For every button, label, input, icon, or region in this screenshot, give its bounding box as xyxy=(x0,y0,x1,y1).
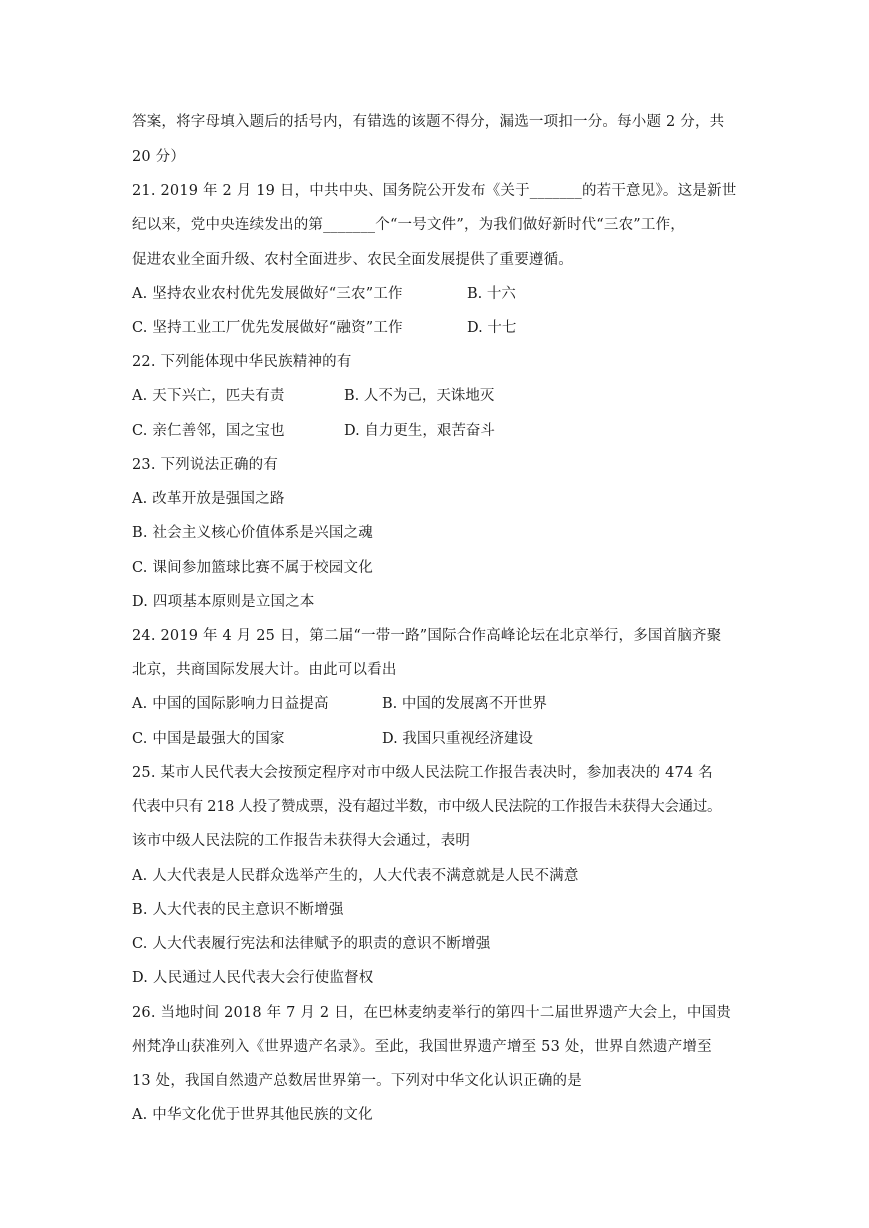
question-23-option-c: C. 课间参加篮球比赛不属于校园文化 xyxy=(132,560,373,576)
question-22-option-c: C. 亲仁善邻，国之宝也 xyxy=(132,423,285,439)
question-26-stem: 26. 当地时间 2018 年 7 月 2 日，在巴林麦纳麦举行的第四十二届世界遗产大会上，中国贵 xyxy=(132,1005,731,1021)
question-26-stem: 州梵净山获准列入《世界遗产名录》。至此，我国世界遗产增至 53 处，世界自然遗产增至 xyxy=(132,1039,712,1055)
instructions-line: 答案，将字母填入题后的括号内，有错选的该题不得分，漏选一项扣一分。每小题 2 分，共 xyxy=(132,114,725,130)
question-21-stem: 促进农业全面升级、农村全面进步、农民全面发展提供了重要遵循。 xyxy=(132,252,573,268)
question-23-option-b: B. 社会主义核心价值体系是兴国之魂 xyxy=(132,525,373,541)
question-23-option-d: D. 四项基本原则是立国之本 xyxy=(132,594,315,610)
question-21-option-a: A. 坚持农业农村优先发展做好“三农”工作 xyxy=(132,286,403,302)
question-21-stem: 21. 2019 年 2 月 19 日，中共中央、国务院公开发布《关于_______的若干意见》。这是新世 xyxy=(132,183,737,199)
question-25-option-d: D. 人民通过人民代表大会行使监督权 xyxy=(132,970,374,986)
question-22-option-a: A. 天下兴亡，匹夫有责 xyxy=(132,388,285,404)
instructions-line: 20 分） xyxy=(132,149,186,165)
question-22-option-d: D. 自力更生，艰苦奋斗 xyxy=(344,423,495,439)
question-25-option-c: C. 人大代表履行宪法和法律赋予的职责的意识不断增强 xyxy=(132,936,491,952)
question-22-stem: 22. 下列能体现中华民族精神的有 xyxy=(132,354,352,370)
question-24-option-b: B. 中国的发展离不开世界 xyxy=(382,696,547,712)
question-21-option-b: B. 十六 xyxy=(467,286,516,302)
question-24-stem: 24. 2019 年 4 月 25 日，第二届“一带一路”国际合作高峰论坛在北京举行，多国首脑齐聚 xyxy=(132,628,722,644)
question-21-option-d: D. 十七 xyxy=(467,320,517,336)
question-24-option-a: A. 中国的国际影响力日益提高 xyxy=(132,696,329,712)
question-26-stem: 13 处，我国自然遗产总数居世界第一。下列对中华文化认识正确的是 xyxy=(132,1073,582,1089)
question-25-stem: 该市中级人民法院的工作报告未获得大会通过，表明 xyxy=(132,833,471,849)
question-24-option-c: C. 中国是最强大的国家 xyxy=(132,731,285,747)
question-25-option-a: A. 人大代表是人民群众选举产生的，人大代表不满意就是人民不满意 xyxy=(132,868,579,884)
question-25-option-b: B. 人大代表的民主意识不断增强 xyxy=(132,902,344,918)
question-23-stem: 23. 下列说法正确的有 xyxy=(132,457,279,473)
question-24-stem: 北京，共商国际发展大计。由此可以看出 xyxy=(132,662,397,678)
question-26-option-a: A. 中华文化优于世界其他民族的文化 xyxy=(132,1107,373,1123)
question-22-option-b: B. 人不为己，天诛地灭 xyxy=(344,388,495,404)
question-24-option-d: D. 我国只重视经济建设 xyxy=(382,731,533,747)
question-23-option-a: A. 改革开放是强国之路 xyxy=(132,491,285,507)
question-25-stem: 代表中只有 218 人投了赞成票，没有超过半数，市中级人民法院的工作报告未获得大会通过。 xyxy=(132,799,722,815)
question-21-option-c: C. 坚持工业工厂优先发展做好“融资”工作 xyxy=(132,320,403,336)
question-25-stem: 25. 某市人民代表大会按预定程序对市中级人民法院工作报告表决时，参加表决的 474 名 xyxy=(132,765,713,781)
question-21-stem: 纪以来，党中央连续发出的第_______个“一号文件”，为我们做好新时代“三农”工作， xyxy=(132,217,685,233)
